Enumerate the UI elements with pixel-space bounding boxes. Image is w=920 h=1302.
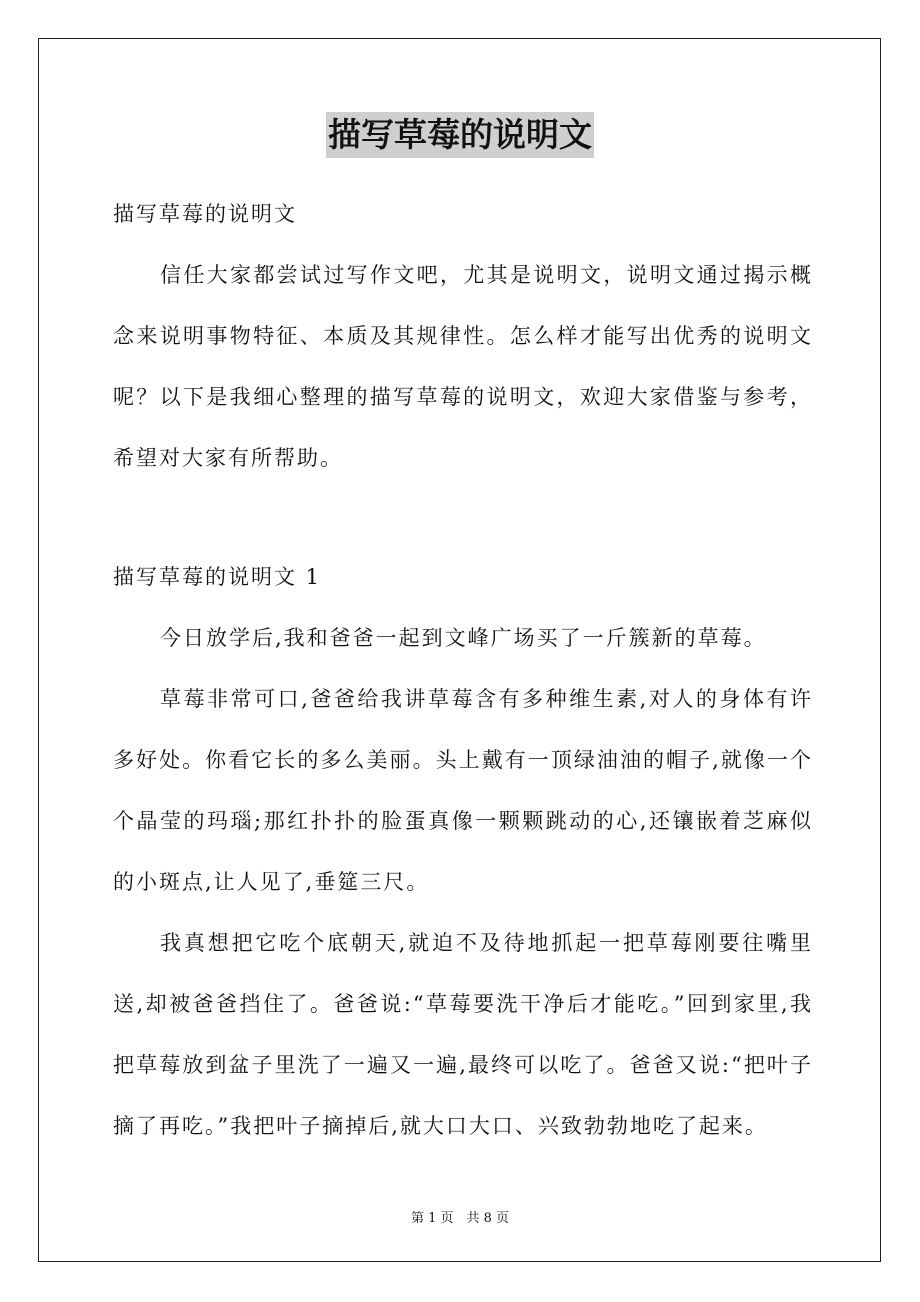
paragraph-3: 我真想把它吃个底朝天,就迫不及待地抓起一把草莓刚要往嘴里送,却被爸爸挡住了。爸爸说:“草莓要洗干净后才能吃。”回到家里,我把草莓放到盆子里洗了一遍又一遍,最终可以吃了。爸爸又说:“把叶子摘了再吃。”我把叶子摘掉后,就大口大口、兴致勃勃地吃了起来。 [113,931,813,1138]
paragraph-1: 今日放学后,我和爸爸一起到文峰广场买了一斤簇新的草莓。 [160,626,767,650]
section-1 [113,547,813,1157]
title-container [0,112,920,158]
section-1-heading: 描写草莓的说明文 1 [113,565,322,589]
page-footer: 第 1 页 共 8 页 [410,1211,510,1226]
paragraph-2: 草莓非常可口,爸爸给我讲草莓含有多种维生素,对人的身体有许多好处。你看它长的多么美丽。头上戴有一顶绿油油的帽子,就像一个个晶莹的玛瑙;那红扑扑的脸蛋真像一颗颗跳动的心,还镶嵌着芝麻似的小斑点,让人见了,垂筵三尺。 [113,687,813,894]
intro-heading: 描写草莓的说明文 [113,202,297,226]
document-title: 描写草莓的说明文 [326,112,594,158]
intro-paragraph: 信任大家都尝试过写作文吧，尤其是说明文，说明文通过揭示概念来说明事物特征、本质及其规律性。怎么样才能写出优秀的说明文呢？以下是我细心整理的描写草莓的说明文，欢迎大家借鉴与参考，希望对大家有所帮助。 [113,263,813,470]
intro-section [113,184,813,489]
